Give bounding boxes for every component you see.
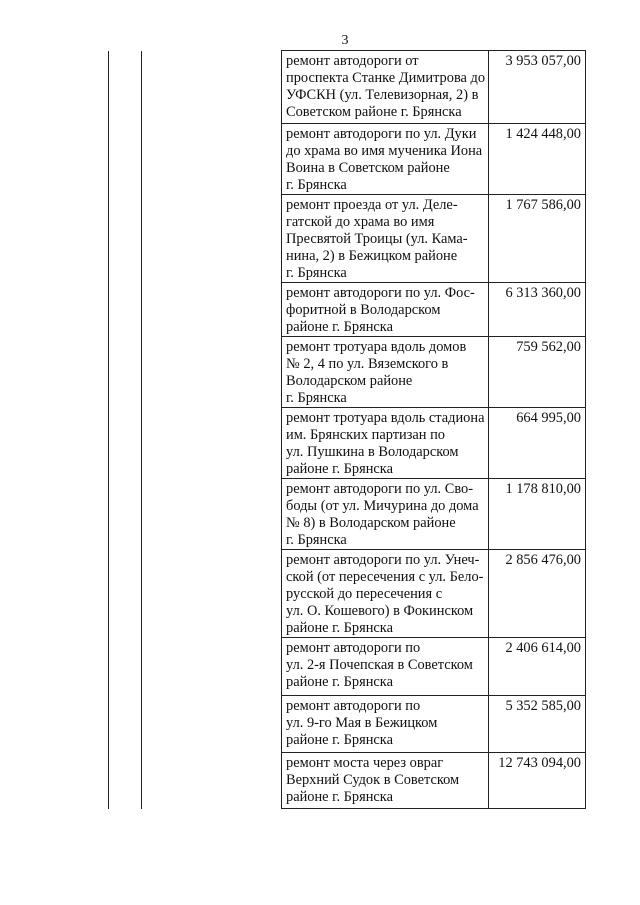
empty-number-cell: [109, 51, 142, 124]
amount-cell: 6 313 360,00: [489, 283, 586, 337]
empty-number-cell: [109, 550, 142, 638]
description-line: г. Брянска: [286, 390, 347, 406]
empty-program-cell: [142, 408, 282, 479]
description-line: гатской до храма во имя: [286, 214, 435, 230]
work-description-cell: [282, 51, 489, 124]
description-line: русской до пересечения с: [286, 586, 443, 602]
description-line: районе г. Брянска: [286, 789, 393, 805]
description-line: ремонт автодороги по ул. Фос-: [286, 285, 475, 301]
empty-program-cell: [142, 550, 282, 638]
amount-cell: 12 743 094,00: [489, 753, 586, 809]
work-description-cell: [282, 195, 489, 283]
amount-cell: 664 995,00: [489, 408, 586, 479]
empty-program-cell: [142, 638, 282, 696]
description-line: районе г. Брянска: [286, 732, 393, 748]
table-body: [109, 51, 586, 809]
empty-number-cell: [109, 283, 142, 337]
work-description-cell: [282, 550, 489, 638]
description-line: г. Брянска: [286, 265, 347, 281]
empty-number-cell: [109, 124, 142, 195]
work-description-cell: [282, 283, 489, 337]
description-line: ремонт проезда от ул. Деле-: [286, 197, 458, 213]
description-line: ремонт автодороги по ул. Сво-: [286, 481, 473, 497]
description-line: районе г. Брянска: [286, 461, 393, 477]
description-line: районе г. Брянска: [286, 319, 393, 335]
description-line: ремонт автодороги по: [286, 698, 421, 714]
empty-program-cell: [142, 479, 282, 550]
description-line: проспекта Станке Димитрова до: [286, 70, 486, 86]
amount-cell: 5 352 585,00: [489, 696, 586, 753]
description-line: им. Брянских партизан по: [286, 427, 446, 443]
empty-program-cell: [142, 283, 282, 337]
amount-cell: 2 856 476,00: [489, 550, 586, 638]
amount-cell: 1 424 448,00: [489, 124, 586, 195]
description-line: Воина в Советском районе: [286, 160, 450, 176]
work-description-cell: [282, 638, 489, 696]
empty-program-cell: [142, 195, 282, 283]
table-row: [109, 696, 586, 753]
amount-cell: 2 406 614,00: [489, 638, 586, 696]
description-line: нина, 2) в Бежицком районе: [286, 248, 458, 264]
repair-works-table: [108, 50, 586, 809]
description-line: ул. О. Кошевого) в Фокинском: [286, 603, 474, 619]
table-row: [109, 195, 586, 283]
description-line: ремонт автодороги по: [286, 640, 421, 656]
description-line: Пресвятой Троицы (ул. Кама-: [286, 231, 468, 247]
description-line: ремонт автодороги от: [286, 53, 419, 69]
description-line: г. Брянска: [286, 177, 347, 193]
description-line: ремонт тротуара вдоль стадиона: [286, 410, 485, 426]
page-number: 3: [341, 33, 349, 48]
empty-number-cell: [109, 696, 142, 753]
empty-program-cell: [142, 51, 282, 124]
empty-number-cell: [109, 753, 142, 809]
empty-number-cell: [109, 195, 142, 283]
empty-program-cell: [142, 753, 282, 809]
table-row: [109, 51, 586, 124]
empty-number-cell: [109, 337, 142, 408]
description-line: Советском районе г. Брянска: [286, 104, 462, 120]
table-row: [109, 550, 586, 638]
table-row: [109, 124, 586, 195]
description-line: форитной в Володарском: [286, 302, 441, 318]
description-line: УФСКН (ул. Телевизорная, 2) в: [286, 87, 479, 103]
description-line: ул. Пушкина в Володарском: [286, 444, 459, 460]
description-line: боды (от ул. Мичурина до дома: [286, 498, 479, 514]
work-description-cell: [282, 696, 489, 753]
empty-number-cell: [109, 408, 142, 479]
table-row: [109, 408, 586, 479]
description-line: ремонт автодороги по ул. Дуки: [286, 126, 477, 142]
empty-program-cell: [142, 696, 282, 753]
description-line: ул. 2-я Почепская в Советском: [286, 657, 473, 673]
description-line: ремонт автодороги по ул. Унеч-: [286, 552, 480, 568]
table-row: [109, 283, 586, 337]
work-description-cell: [282, 337, 489, 408]
description-line: № 2, 4 по ул. Вяземского в: [286, 356, 449, 372]
description-line: Верхний Судок в Советском: [286, 772, 460, 788]
empty-number-cell: [109, 479, 142, 550]
description-line: Володарском районе: [286, 373, 413, 389]
table-row: [109, 753, 586, 809]
description-line: № 8) в Володарском районе: [286, 515, 456, 531]
work-description-cell: [282, 479, 489, 550]
description-line: ремонт моста через овраг: [286, 755, 444, 771]
table-row: [109, 638, 586, 696]
table-row: [109, 479, 586, 550]
description-line: ремонт тротуара вдоль домов: [286, 339, 467, 355]
description-line: ул. 9-го Мая в Бежицком: [286, 715, 438, 731]
table-row: [109, 337, 586, 408]
description-line: г. Брянска: [286, 532, 347, 548]
description-line: до храма во имя мученика Иона: [286, 143, 483, 159]
empty-program-cell: [142, 337, 282, 408]
amount-cell: 759 562,00: [489, 337, 586, 408]
work-description-cell: [282, 753, 489, 809]
work-description-cell: [282, 408, 489, 479]
amount-cell: 1 178 810,00: [489, 479, 586, 550]
amount-cell: 3 953 057,00: [489, 51, 586, 124]
work-description-cell: [282, 124, 489, 195]
description-line: ской (от пересечения с ул. Бело-: [286, 569, 484, 585]
empty-program-cell: [142, 124, 282, 195]
description-line: районе г. Брянска: [286, 674, 393, 690]
amount-cell: 1 767 586,00: [489, 195, 586, 283]
empty-number-cell: [109, 638, 142, 696]
description-line: районе г. Брянска: [286, 620, 393, 636]
